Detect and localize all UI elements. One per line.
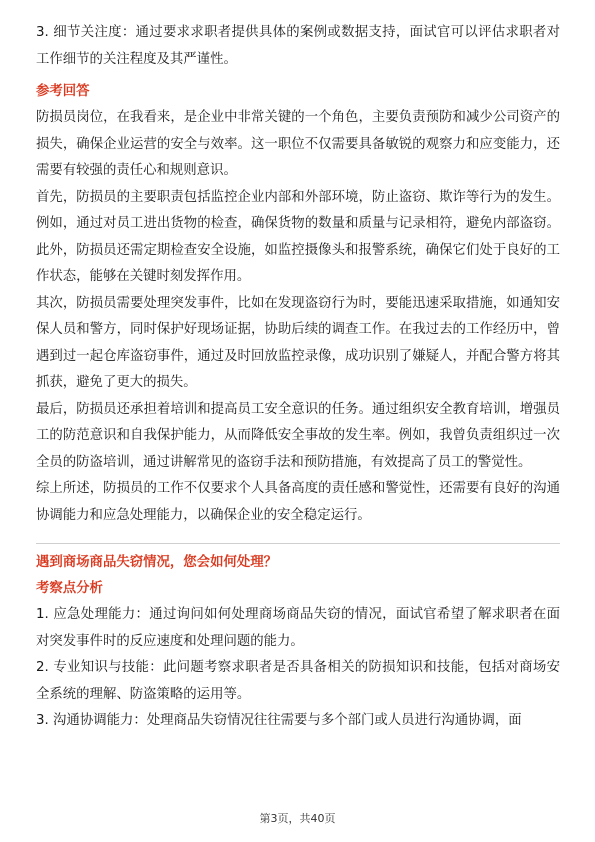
- interview-question: 遇到商场商品失窃情况，您会如何处理？: [36, 555, 278, 570]
- answer-paragraph-3: 其次，防损员需要处理突发事件，比如在发现盗窃行为时，要能迅速采取措施，如通知安保人员和警方，同时保护好现场证据，协助后续的调查工作。在我过去的工作经历中，曾遇到过一起仓库盗窃事件，通过及时回放监控录像，成功识别了嫌疑人，并配合警方将其抓获，避免了更大的损失。: [36, 295, 560, 390]
- answer-paragraph-1: 防损员岗位，在我看来，是企业中非常关键的一个角色，主要负责预防和减少公司资产的损失，确保企业运营的安全与效率。这一职位不仅需要具备敏锐的观察力和应变能力，还需要有较强的责任心和规则意识。: [36, 110, 560, 178]
- analysis-item-3: 3. 沟通协调能力：处理商品失窃情况往往需要与多个部门或人员进行沟通协调，面: [36, 713, 522, 728]
- answer-paragraph-2: 首先，防损员的主要职责包括监控企业内部和外部环境，防止盗窃、欺诈等行为的发生。例如，通过对员工进出货物的检查，确保货物的数量和质量与记录相符，避免内部盗窃。此外，防损员还需定期检查安全设施，如监控摄像头和报警系统，确保它们处于良好的工作状态，能够在关键时刻发挥作用。: [36, 189, 560, 284]
- section-divider: [36, 543, 560, 544]
- document-page: [36, 20, 560, 735]
- criteria-item-3: 3. 细节关注度：通过要求求职者提供具体的案例或数据支持，面试官可以评估求职者对工作细节的关注程度及其严谨性。: [36, 25, 560, 67]
- page-number: 第3页，共40页: [259, 812, 336, 825]
- analysis-item-1: 1. 应急处理能力：通过询问如何处理商场商品失窃的情况，面试官希望了解求职者在面对突发事件时的反应速度和处理问题的能力。: [36, 607, 560, 649]
- analysis-item-2: 2. 专业知识与技能：此问题考察求职者是否具备相关的防损知识和技能，包括对商场安全系统的理解、防盗策略的运用等。: [36, 660, 560, 702]
- answer-paragraph-4: 最后，防损员还承担着培训和提高员工安全意识的任务。通过组织安全教育培训，增强员工的防范意识和自我保护能力，从而降低安全事故的发生率。例如，我曾负责组织过一次全员的防盗培训，通过讲解常见的盗窃手法和预防措施，有效提高了员工的警觉性。: [36, 401, 560, 470]
- answer-paragraph-5: 综上所述，防损员的工作不仅要求个人具备高度的责任感和警觉性，还需要有良好的沟通协调能力和应急处理能力，以确保企业的安全稳定运行。: [36, 481, 560, 523]
- reference-answer-heading: 参考回答: [36, 84, 90, 99]
- analysis-heading: 考察点分析: [36, 581, 103, 596]
